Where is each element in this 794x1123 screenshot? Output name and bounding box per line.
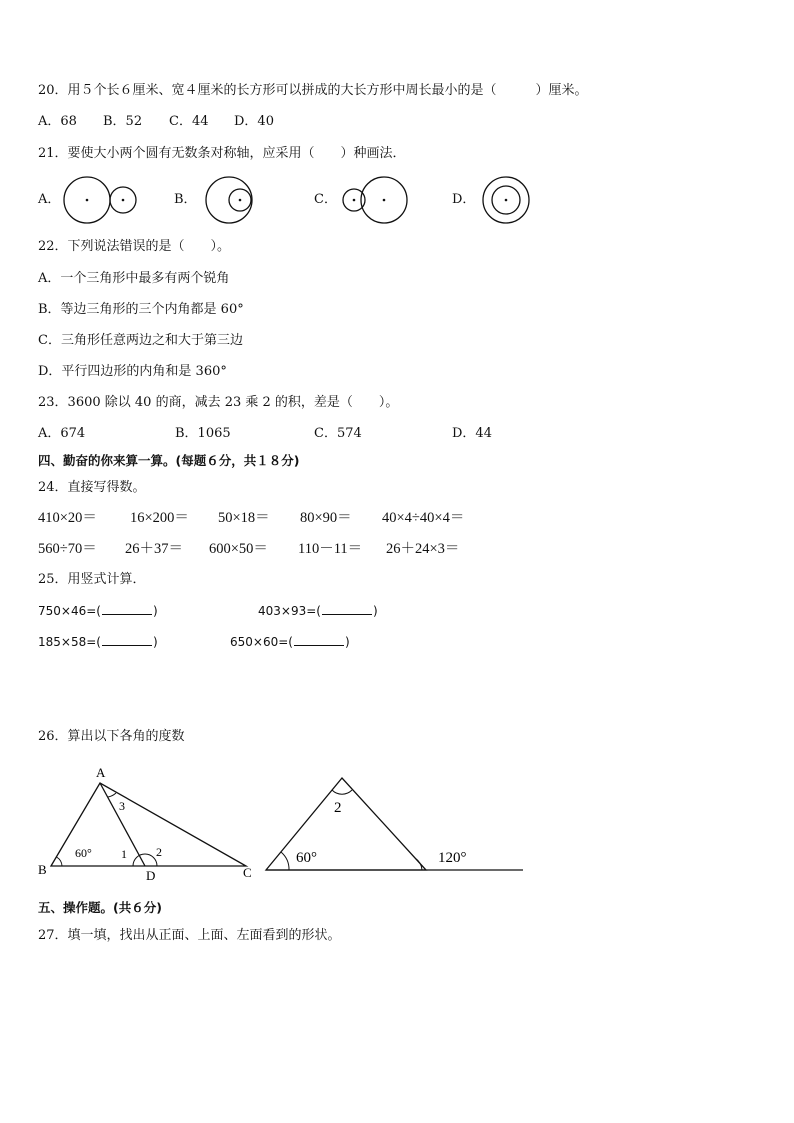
vertex-d-label: D: [146, 868, 156, 883]
angle-3-label: 3: [119, 799, 125, 813]
q24-row1-item5: 40×4÷40×4＝: [382, 510, 465, 526]
q22-option-c: C．三角形任意两边之和大于第三边: [38, 333, 243, 348]
q24-row2-item3: 600×50＝: [209, 541, 268, 557]
q24-row2-item1: 560÷70＝: [38, 541, 97, 557]
angle-2-label: 2: [334, 800, 342, 816]
q21-figure-c: [338, 175, 412, 227]
q22-option-a: A．一个三角形中最多有两个锐角: [38, 271, 230, 286]
answer-blank[interactable]: [102, 633, 152, 646]
q21-figure-a: [60, 175, 140, 227]
vertex-b-label: B: [38, 862, 47, 877]
q21-figure-b: [203, 175, 259, 227]
section-5-heading: 五、操作题。(共６分): [38, 900, 162, 915]
angle-60-label: 60°: [75, 846, 92, 860]
q24-row1-item3: 50×18＝: [218, 510, 270, 526]
q21-label-c: C．: [314, 192, 337, 207]
q21-label-d: D．: [452, 192, 476, 207]
q21-label-a: A．: [38, 192, 61, 207]
angle-120-label: 120°: [438, 850, 467, 866]
q25-item4: 650×60=( ): [230, 635, 350, 649]
q20-option-a: A．68: [38, 114, 77, 129]
angle-2-label: 2: [156, 845, 162, 859]
q24-row2-item4: 110－11＝: [298, 541, 363, 557]
q20-option-d: D．40: [234, 114, 274, 129]
q24-row2-item2: 26＋37＝: [125, 541, 183, 557]
q24-row1-item4: 80×90＝: [300, 510, 352, 526]
q20-option-c: C．44: [169, 114, 209, 129]
angle-1-label: 1: [121, 847, 127, 861]
q23-option-d: D．44: [452, 426, 492, 441]
q20-option-b: B．52: [103, 114, 143, 129]
vertex-a-label: A: [96, 765, 106, 780]
q25-item1: 750×46=( ): [38, 604, 158, 618]
q24-stem: 24．直接写得数。: [38, 480, 146, 495]
q25-stem: 25．用竖式计算．: [38, 572, 146, 587]
q21-figure-d: [480, 175, 532, 227]
q21-label-b: B．: [174, 192, 197, 207]
q26-triangle-abc: [30, 760, 260, 885]
q23-option-c: C．574: [314, 426, 362, 441]
q24-row1-item2: 16×200＝: [130, 510, 189, 526]
answer-blank[interactable]: [294, 633, 344, 646]
q22-stem: 22．下列说法错误的是（ ）。: [38, 239, 231, 254]
q21-stem: 21．要使大小两个圆有无数条对称轴，应采用（ ）种画法．: [38, 146, 406, 161]
q26-stem: 26．算出以下各角的度数: [38, 729, 185, 744]
q25-item3: 185×58=( ): [38, 635, 158, 649]
q23-option-b: B．1065: [175, 426, 231, 441]
q24-row2-item5: 26＋24×3＝: [386, 541, 460, 557]
section-4-heading: 四、勤奋的你来算一算。(每题６分，共１８分): [38, 453, 300, 468]
q22-option-d: D．平行四边形的内角和是 360°: [38, 364, 227, 379]
angle-60-label: 60°: [296, 850, 317, 866]
q24-row1-item1: 410×20＝: [38, 510, 97, 526]
answer-blank[interactable]: [102, 602, 152, 615]
q20-stem: 20．用５个长６厘米、宽４厘米的长方形可以拼成的大长方形中周长最小的是（ ）厘米。: [38, 83, 588, 98]
answer-blank[interactable]: [322, 602, 372, 615]
q27-stem: 27．填一填，找出从正面、上面、左面看到的形状。: [38, 928, 341, 943]
q22-option-b: B．等边三角形的三个内角都是 60°: [38, 302, 244, 317]
q26-triangle-exterior-angle: [262, 770, 527, 880]
q23-stem: 23．3600 除以 40 的商，减去 23 乘 2 的积，差是（ ）。: [38, 395, 399, 410]
q23-option-a: A．674: [38, 426, 86, 441]
q25-item2: 403×93=( ): [258, 604, 378, 618]
vertex-c-label: C: [243, 865, 252, 880]
